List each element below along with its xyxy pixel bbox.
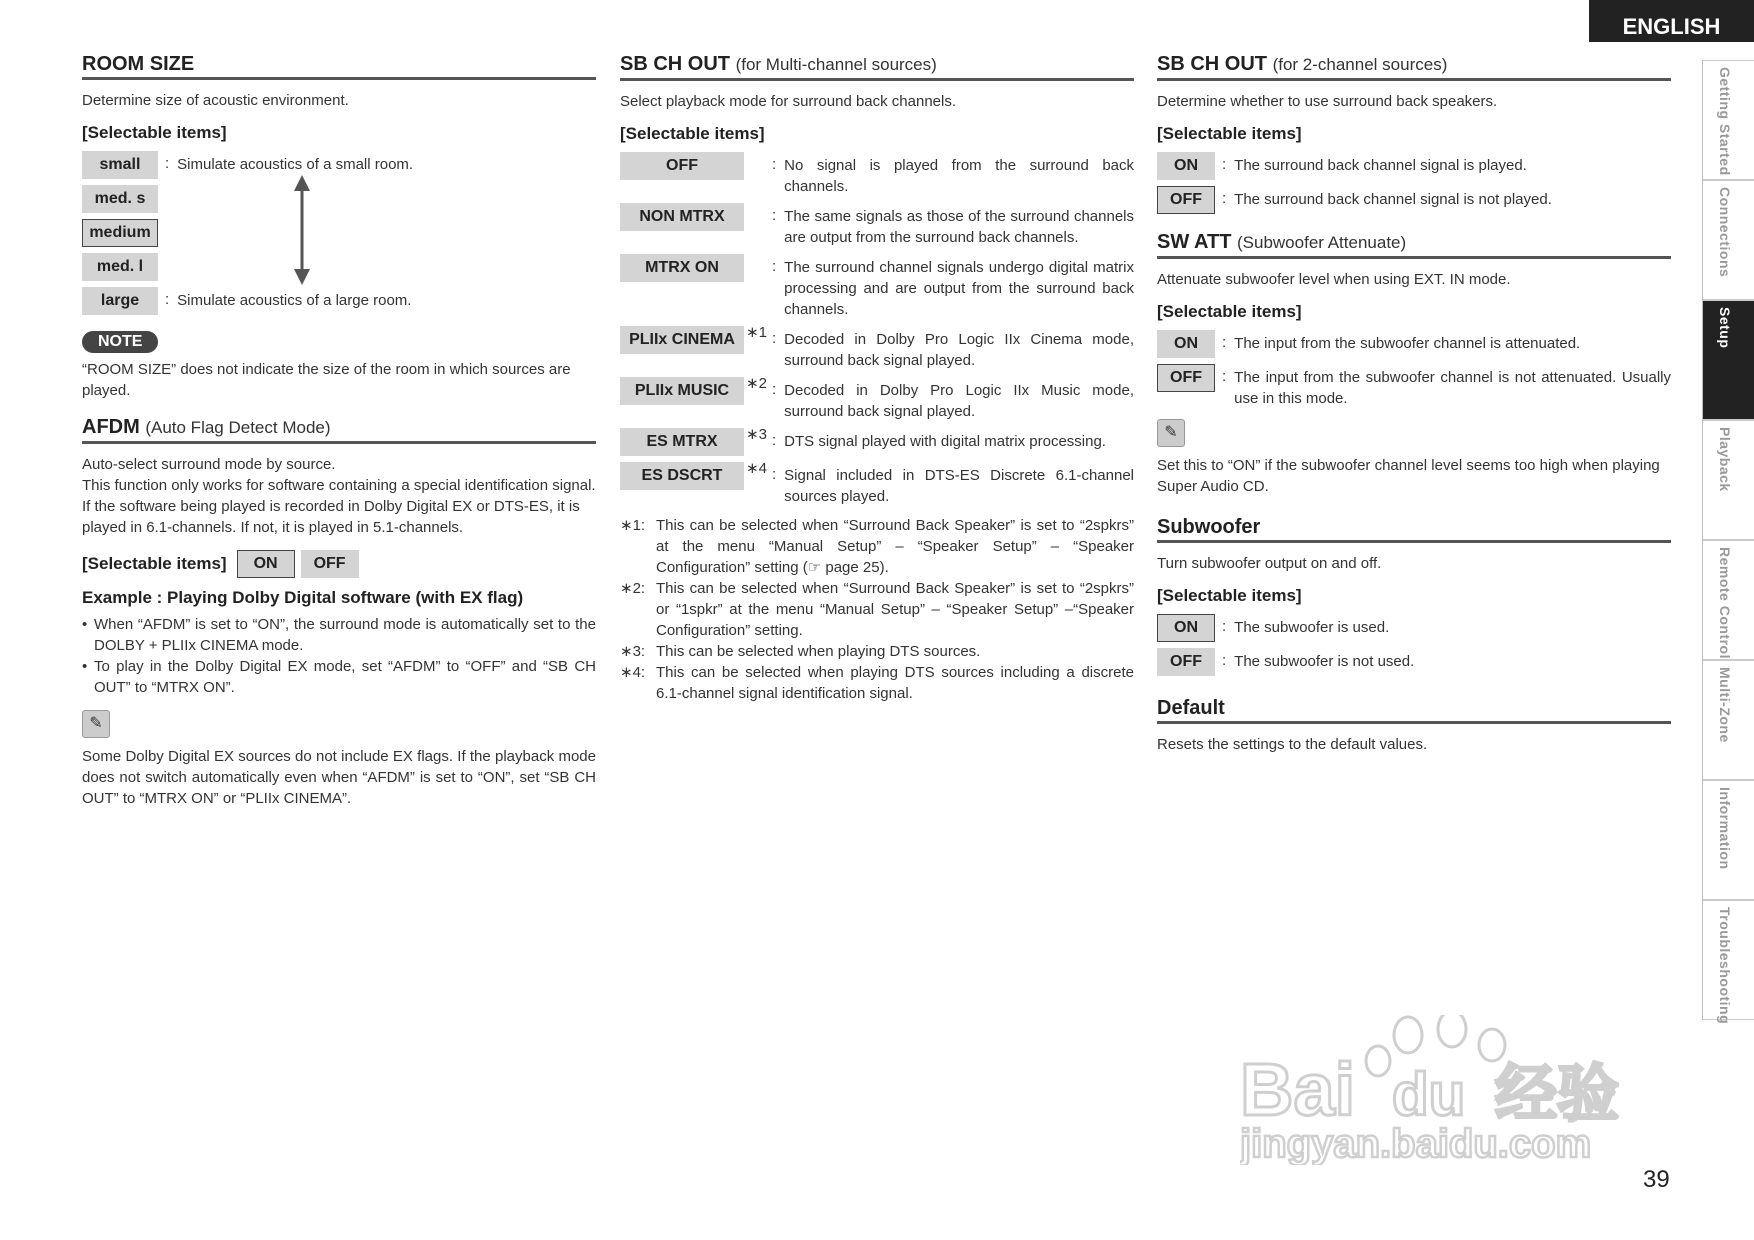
sw-att-heading: SW ATT (Subwoofer Attenuate) [1157,230,1671,259]
room-size-desc: Determine size of acoustic environment. [82,92,349,109]
list-item: ON : The subwoofer is used. [1157,614,1671,642]
sb-2ch-heading: SB CH OUT (for 2-channel sources) [1157,52,1671,81]
list-item: OFF : The input from the subwoofer channel is not attenuated. Usually use in this mode. [1157,364,1671,409]
footnote: ∗4: This can be selected when playing DTS sources including a discrete 6.1-channel signal identification signal. [620,664,1134,702]
double-arrow-icon [292,175,312,285]
list-item: ON : The surround back channel signal is played. [1157,152,1671,180]
afdm-desc2: This function only works for software containing a special identification signal. [82,477,596,494]
sb-multi-desc: Select playback mode for surround back channels. [620,93,957,110]
list-item: OFF : The subwoofer is not used. [1157,648,1671,676]
side-tab-connections[interactable]: Connections [1703,180,1754,300]
list-item: OFF : No signal is played from the surround back channels. [620,152,1134,197]
list-item: • To play in the Dolby Digital EX mode, set “AFDM” to “OFF” and “SB CH OUT” to “MTRX ON”. [82,658,596,696]
afdm-selectable-row: [Selectable items] ON OFF [82,550,596,578]
svg-text:jingyan.baidu.com: jingyan.baidu.com [1240,1122,1592,1165]
watermark-logo [1240,1015,1660,1165]
list-item: small : Simulate acoustics of a small room. [82,151,596,179]
side-tab-playback[interactable]: Playback [1703,420,1754,540]
room-size-items [82,151,596,315]
side-tab-multi-zone[interactable]: Multi-Zone [1703,660,1754,780]
side-tab-information[interactable]: Information [1703,780,1754,900]
list-item: PLIIx MUSIC ∗2 : Decoded in Dolby Pro Logic IIx Music mode, surround back signal played. [620,377,1134,422]
afdm-memo: Some Dolby Digital EX sources do not include EX flags. If the playback mode does not switch automatically even when “AFDM” is set to “ON”, set “SB CH OUT” to “MTRX ON” or “PLIIx CINEMA”. [82,748,596,807]
room-size-note: “ROOM SIZE” does not indicate the size of the room in which sources are played. [82,361,571,399]
option-small: small [82,151,158,179]
sb-2ch-selectable: [Selectable items] [1157,124,1302,143]
footnote: ∗3: This can be selected when playing DTS sources. [620,643,981,660]
default-heading: Default [1157,696,1671,724]
list-item: OFF : The surround back channel signal is not played. [1157,186,1671,214]
afdm-example-title: Example : Playing Dolby Digital software (with EX flag) [82,588,524,607]
footnote: ∗2: This can be selected when “Surround Back Speaker” is set to “2spkrs” or “1spkr” at the menu “Manual Setup” – “Speaker Setup” –“Speaker Configuration” setting. [620,580,1134,639]
list-item: • When “AFDM” is set to “ON”, the surround mode is automatically set to the DOLBY + PLIIx CINEMA mode. [82,616,596,654]
afdm-desc1: Auto-select surround mode by source. [82,456,336,473]
sb-multi-heading: SB CH OUT (for Multi-channel sources) [620,52,1134,81]
afdm-heading: AFDM (Auto Flag Detect Mode) [82,415,596,444]
list-item [82,253,596,281]
note-badge: NOTE [82,331,158,353]
side-tab-getting-started[interactable]: Getting Started [1703,60,1754,180]
pencil-icon: ✎ [82,710,110,738]
option-medium: medium [82,219,158,247]
list-item: PLIIx CINEMA ∗1 : Decoded in Dolby Pro Logic IIx Cinema mode, surround back signal played. [620,326,1134,371]
side-tab-troubleshooting[interactable]: Troubleshooting [1703,900,1754,1020]
list-item: large : Simulate acoustics of a large room. [82,287,596,315]
list-item: ON : The input from the subwoofer channel is attenuated. [1157,330,1671,358]
sw-att-selectable: [Selectable items] [1157,302,1302,321]
side-tab-remote-control[interactable]: Remote Control [1703,540,1754,660]
afdm-on-option: ON [237,550,295,578]
room-size-heading: ROOM SIZE [82,52,596,80]
footnote: ∗1: This can be selected when “Surround Back Speaker” is set to “2spkrs” at the menu “Manual Setup” – “Speaker Setup” – “Speaker Configuration” setting (☞ page 25). [620,517,1134,576]
subwoofer-desc: Turn subwoofer output on and off. [1157,555,1382,572]
list-item [82,185,596,213]
room-size-selectable: [Selectable items] [82,123,227,142]
subwoofer-heading: Subwoofer [1157,515,1671,543]
svg-text:du: du [1392,1061,1466,1128]
afdm-desc3: If the software being played is recorded in Dolby Digital EX or DTS-ES, it is played in 6.1-channels. If not, it is played in 5.1-channels. [82,498,580,536]
footnotes [620,515,1134,704]
subwoofer-selectable: [Selectable items] [1157,586,1302,605]
column-middle [620,52,1134,704]
list-item: NON MTRX : The same signals as those of the surround channels are output from the surround back channels. [620,203,1134,248]
side-tabs [1702,60,1754,1025]
language-tab: ENGLISH [1589,0,1754,42]
option-med-s: med. s [82,185,158,213]
watermark [1240,1015,1660,1165]
sb-2ch-desc: Determine whether to use surround back speakers. [1157,93,1498,110]
default-desc: Resets the settings to the default values. [1157,736,1428,753]
svg-text:Bai: Bai [1240,1048,1356,1131]
list-item [82,219,596,247]
column-left [82,52,596,809]
pencil-icon: ✎ [1157,419,1185,447]
afdm-off-option: OFF [301,550,359,578]
sw-att-memo: Set this to “ON” if the subwoofer channel level seems too high when playing Super Audio CD. [1157,457,1660,495]
list-item: ES MTRX ∗3 : DTS signal played with digital matrix processing. [620,428,1134,456]
page-number: 39 [1643,1166,1670,1193]
svg-text:经验: 经验 [1495,1057,1620,1130]
option-large: large [82,287,158,315]
list-item: ES DSCRT ∗4 : Signal included in DTS-ES Discrete 6.1-channel sources played. [620,462,1134,507]
column-right [1157,52,1671,755]
sb-multi-selectable: [Selectable items] [620,124,765,143]
option-med-l: med. l [82,253,158,281]
side-tab-setup[interactable]: Setup [1703,300,1754,420]
list-item: MTRX ON : The surround channel signals undergo digital matrix processing and are output from the surround back channels. [620,254,1134,320]
sw-att-desc: Attenuate subwoofer level when using EXT. IN mode. [1157,271,1511,288]
